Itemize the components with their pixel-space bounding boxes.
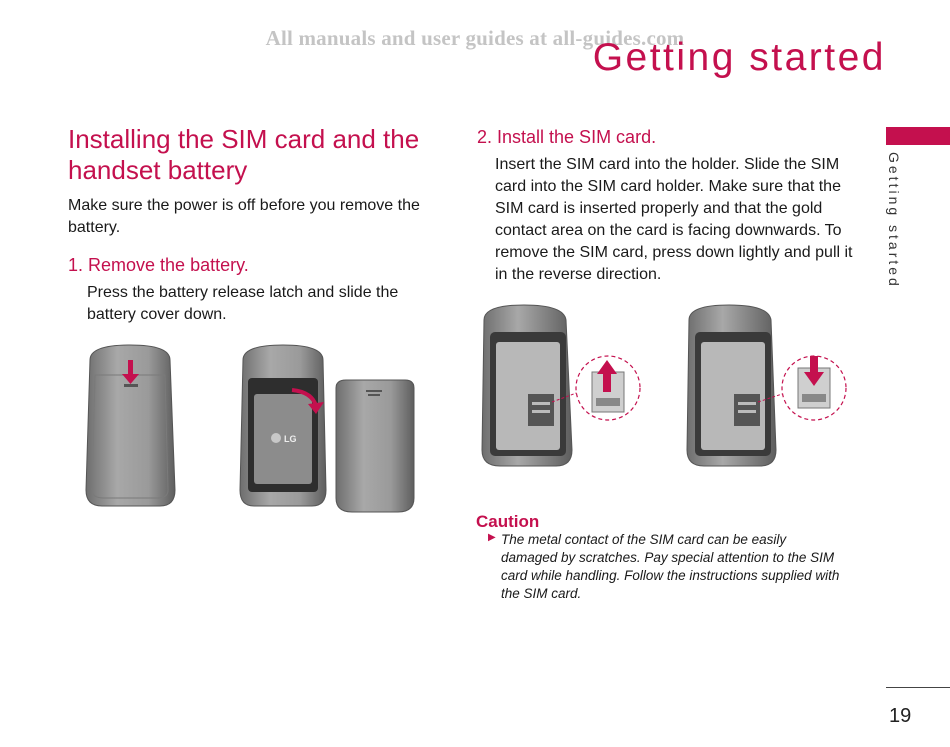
step1-body: Press the battery release latch and slide the battery cover down.: [87, 284, 399, 323]
step1-title: 1. Remove the battery.: [68, 255, 249, 275]
battery-removal-illustration: [80, 340, 430, 520]
page-number: 19: [889, 705, 912, 727]
battery-logo: LG: [284, 434, 297, 444]
step2-body: Insert the SIM card into the holder. Slide the SIM card into the SIM card holder. Make sure that the SIM card is inserted properly and that the gold contact area on the card is facing downwards. To remove the SIM card, press down lightly and pull it in the reverse direction.: [495, 156, 853, 283]
section-title: Installing the SIM card and the handset battery: [68, 124, 420, 185]
phone-back-open: [240, 345, 326, 506]
side-tab-marker: [886, 127, 950, 145]
section-intro: Make sure the power is off before you remove the battery.: [68, 197, 420, 236]
caution-title: Caution: [476, 512, 540, 531]
sim-install-illustration: [476, 302, 856, 477]
watermark: All manuals and user guides at all-guides.com: [265, 26, 685, 50]
page-title: Getting started: [592, 36, 886, 79]
caution-body: The metal contact of the SIM card can be easily damaged by scratches. Pay special attention to the SIM card while handling. Follow the instructions supplied with the SIM card.: [501, 532, 840, 601]
footer-rule: [886, 687, 950, 688]
side-tab-label: Getting started: [886, 152, 902, 289]
bullet-triangle-icon: ▶: [488, 532, 496, 543]
battery-cover: [336, 380, 414, 512]
phone-sim-remove: [687, 305, 776, 466]
phone-sim-insert: [482, 305, 572, 466]
step2-title: 2. Install the SIM card.: [477, 127, 657, 147]
